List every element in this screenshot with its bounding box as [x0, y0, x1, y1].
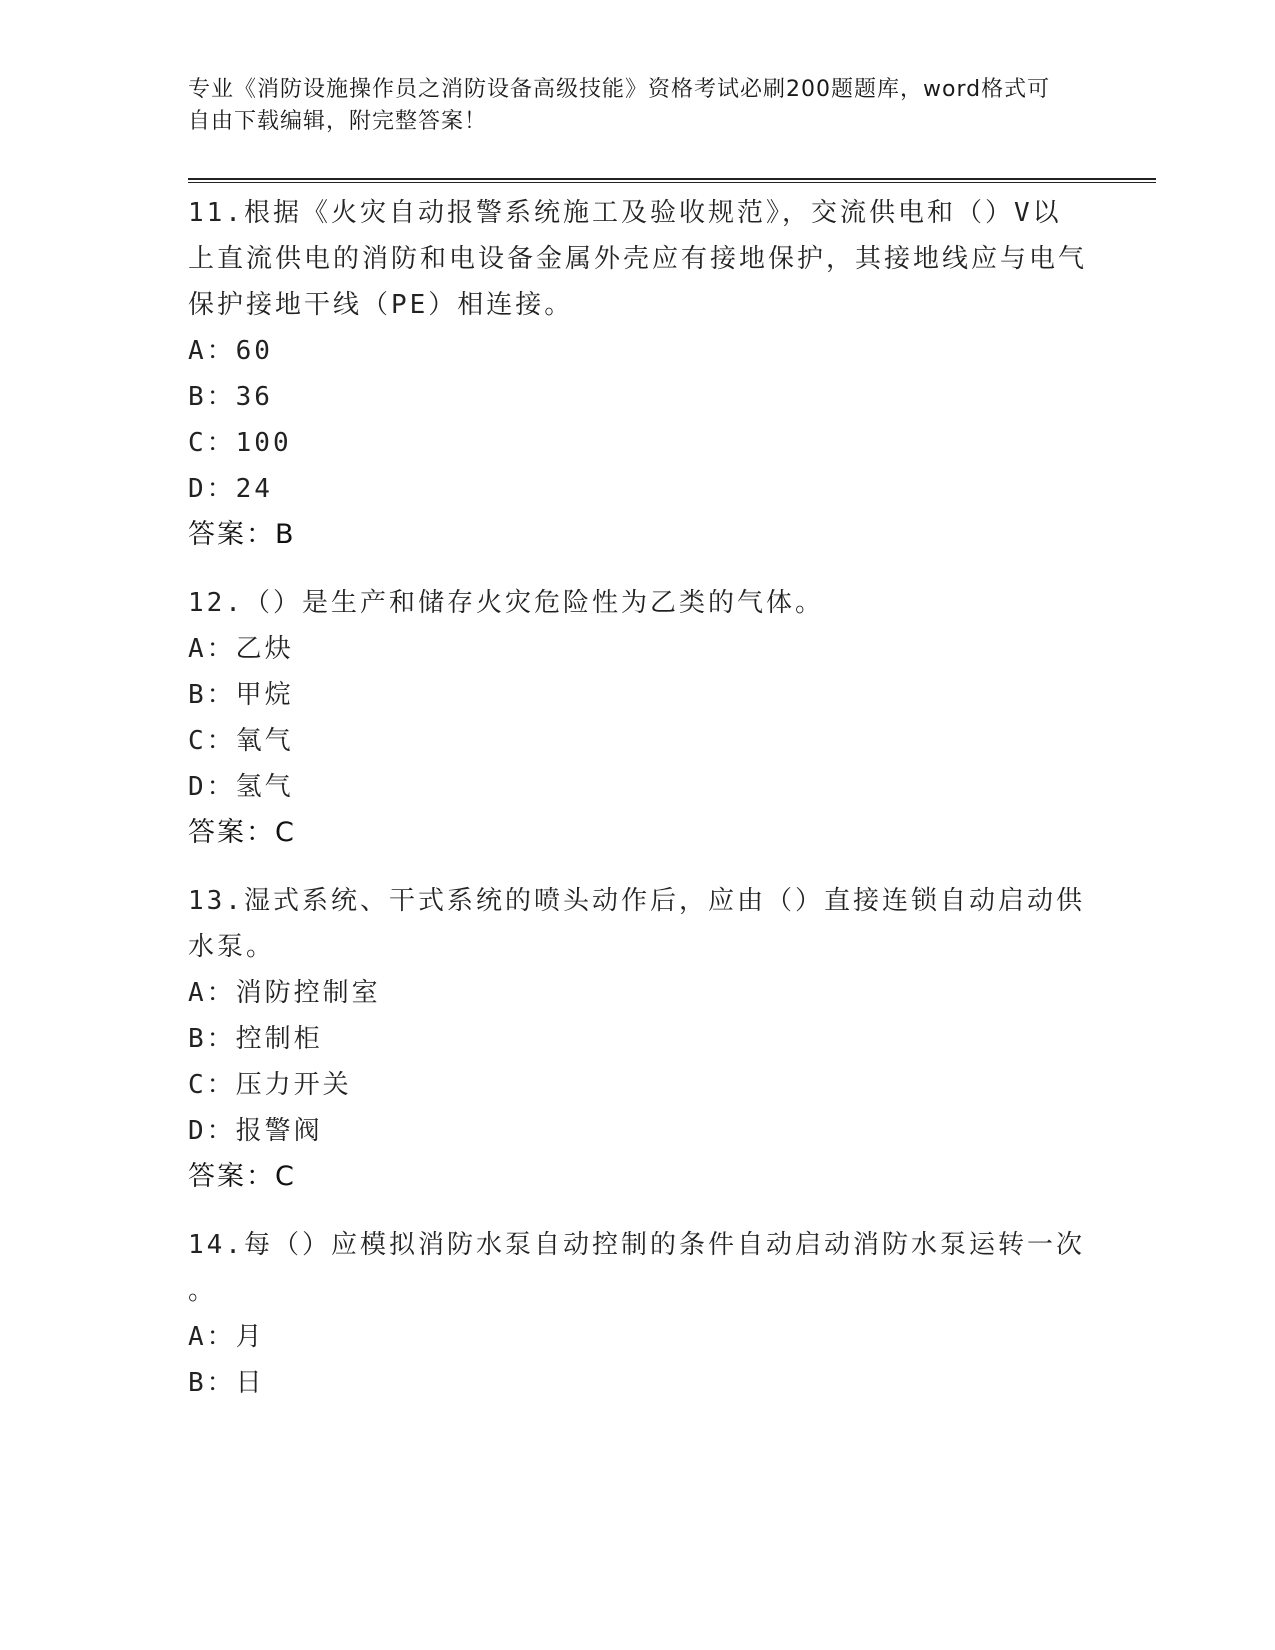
- question-14: [188, 1222, 1088, 1406]
- option-c: C：压力开关: [188, 1070, 352, 1100]
- question-11: [188, 190, 1088, 558]
- option-d: D：报警阀: [188, 1116, 323, 1146]
- option-a: A：月: [188, 1322, 265, 1352]
- option-c: C：氧气: [188, 726, 294, 756]
- question-text: 11.根据《火灾自动报警系统施工及验收规范》，交流供电和（）V以上直流供电的消防和电设备金属外壳应有接地保护，其接地线应与电气保护接地干线（PE）相连接。: [188, 198, 1088, 320]
- option-a: A：60: [188, 336, 273, 366]
- question-12: [188, 580, 1088, 856]
- option-a: A：消防控制室: [188, 978, 381, 1008]
- header-divider: [188, 178, 1156, 183]
- question-list: [188, 190, 1088, 1428]
- question-text: 12.（）是生产和储存火灾危险性为乙类的气体。: [188, 588, 824, 618]
- option-b: B：36: [188, 382, 273, 412]
- option-d: D：24: [188, 474, 273, 504]
- option-c: C：100: [188, 428, 292, 458]
- question-13: [188, 878, 1088, 1200]
- answer: 答案：B: [188, 519, 296, 550]
- answer: 答案：C: [188, 817, 296, 848]
- option-d: D：氢气: [188, 772, 294, 802]
- option-b: B：控制柜: [188, 1024, 323, 1054]
- question-text: 13.湿式系统、干式系统的喷头动作后，应由（）直接连锁自动启动供水泵。: [188, 886, 1085, 962]
- option-b: B：日: [188, 1368, 265, 1398]
- question-text: 14.每（）应模拟消防水泵自动控制的条件自动启动消防水泵运转一次 。: [188, 1230, 1085, 1306]
- answer: 答案：C: [188, 1161, 296, 1192]
- option-b: B：甲烷: [188, 680, 294, 710]
- document-header: 专业《消防设施操作员之消防设备高级技能》资格考试必刷200题题库，word格式可自由下载编辑，附完整答案！: [188, 77, 1051, 134]
- option-a: A：乙炔: [188, 634, 294, 664]
